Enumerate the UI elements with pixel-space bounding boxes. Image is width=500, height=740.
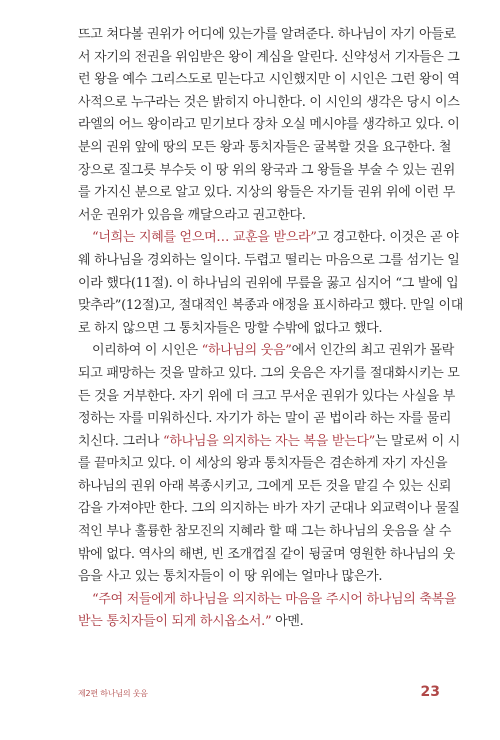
text-line xyxy=(78,318,440,341)
text-line xyxy=(78,182,455,205)
text-segment: 고 경고한다. 이것은 곧 야 xyxy=(316,230,459,246)
text-segment: 치신다. 그러나 xyxy=(78,433,164,449)
text-line xyxy=(78,521,452,544)
text-line xyxy=(78,92,460,115)
text-line xyxy=(78,47,460,70)
chapter-running-title: 제2편 하나님의 웃음 xyxy=(78,689,148,698)
highlighted-quote: “너희는 지혜를 얻으며… 교훈을 받으라” xyxy=(92,230,317,246)
text-line xyxy=(78,431,460,454)
text-line xyxy=(78,227,459,250)
text-segment: 아멘. xyxy=(271,614,304,630)
text-line xyxy=(78,160,455,183)
text-line xyxy=(78,69,460,92)
text-line xyxy=(78,476,452,499)
body-text xyxy=(78,24,464,634)
text-segment: 하나님의 권위 아래 복종시키고, 그에게 모든 것을 맡길 수 있는 신뢰 xyxy=(78,478,452,494)
text-segment: 로 하지 않으면 그 통치자들은 망할 수밖에 없다고 했다. xyxy=(78,320,383,336)
text-line xyxy=(78,544,455,567)
text-segment: 장으로 질그릇 부수듯 이 땅 위의 왕국과 그 왕들을 부술 수 있는 권위 xyxy=(78,162,455,178)
text-segment: 사적으로 누구라는 것은 밝히지 아니한다. 이 시인의 생각은 당시 이스 xyxy=(78,94,460,110)
text-line xyxy=(78,273,459,296)
text-segment: 되고 패망하는 것을 말하고 있다. 그의 웃음은 자기를 절대화시키는 모 xyxy=(78,365,460,381)
text-line xyxy=(78,453,448,476)
highlighted-quote: “하나님의 웃음” xyxy=(201,343,292,359)
text-segment: 밖에 없다. 역사의 해변, 빈 조개껍질 같이 뒹굴며 영원한 하나님의 웃 xyxy=(78,546,455,562)
text-line xyxy=(78,363,460,386)
text-line xyxy=(78,250,460,273)
text-segment: 서운 권위가 있음을 깨달으라고 권고한다. xyxy=(78,207,306,223)
text-segment: 는 말로써 이 시 xyxy=(374,433,460,449)
text-segment: 라엘의 어느 왕이라고 믿기보다 장차 오실 메시야를 생각하고 있다. 이 xyxy=(78,117,460,133)
text-line xyxy=(78,408,452,431)
highlighted-quote: “주여 저들에게 하나님을 의지하는 마음을 주시어 하나님의 축복을 xyxy=(92,591,457,607)
text-segment: 음을 사고 있는 통치자들이 이 땅 위에는 얼마나 많은가. xyxy=(78,569,383,585)
page-number: 23 xyxy=(420,684,440,700)
text-line xyxy=(78,24,456,47)
text-segment: 를 가지신 분으로 알고 있다. 지상의 왕들은 자기들 권위 위에 이런 무 xyxy=(78,185,455,201)
text-line xyxy=(78,137,452,160)
text-line xyxy=(78,205,440,228)
highlighted-quote: 받는 통치자들이 되게 하시옵소서.” xyxy=(78,614,272,630)
text-segment: 에서 인간의 최고 권위가 몰락 xyxy=(291,343,455,359)
text-segment: 적인 부나 훌륭한 참모진의 지혜라 할 때 그는 하나님의 웃음을 살 수 xyxy=(78,524,452,540)
text-line xyxy=(78,589,457,612)
text-segment: 이라 했다(11절). 이 하나님의 권위에 무릎을 꿇고 심지어 “그 발에 입 xyxy=(78,275,459,291)
text-segment: 뜨고 쳐다볼 권위가 어디에 있는가를 알려준다. 하나님이 자기 아들로 xyxy=(78,27,456,42)
text-segment: 웨 하나님을 경외하는 일이다. 두렵고 떨리는 마음으로 그를 섬기는 일 xyxy=(78,252,460,268)
text-segment: 감을 가져야만 한다. 그의 의지하는 바가 자기 군대나 외교력이나 물질 xyxy=(78,501,460,517)
text-line xyxy=(78,566,440,589)
text-segment: 정하는 자를 미워하신다. 자기가 하는 말이 곧 법이라 하는 자를 물리 xyxy=(78,411,452,427)
text-segment: 런 왕을 예수 그리스도로 믿는다고 시인했지만 이 시인은 그런 왕이 역 xyxy=(78,72,460,88)
text-line xyxy=(78,295,464,318)
text-segment: 분의 권위 앞에 땅의 모든 왕과 통치자들은 굴복할 것을 요구한다. 철 xyxy=(78,139,452,155)
text-line xyxy=(78,498,460,521)
text-segment: 이리하여 이 시인은 xyxy=(92,343,202,359)
text-segment: 서 자기의 전권을 위임받은 왕이 계심을 알린다. 신약성서 기자들은 그 xyxy=(78,49,460,65)
text-segment: 를 끝마치고 있다. 이 세상의 왕과 통치자들은 겸손하게 자기 자신을 xyxy=(78,456,448,472)
text-line xyxy=(78,386,455,409)
text-line xyxy=(78,611,440,634)
text-segment: 든 것을 거부한다. 자기 위에 더 크고 무서운 권위가 있다는 사실을 부 xyxy=(78,388,455,404)
text-segment: 맞추라”(12절)고, 절대적인 복종과 애정을 표시하라고 했다. 만일 이대 xyxy=(78,298,464,314)
text-line xyxy=(78,114,460,137)
page-footer xyxy=(78,686,440,706)
text-line xyxy=(78,340,455,363)
highlighted-quote: “하나님을 의지하는 자는 복을 받는다” xyxy=(163,433,375,449)
